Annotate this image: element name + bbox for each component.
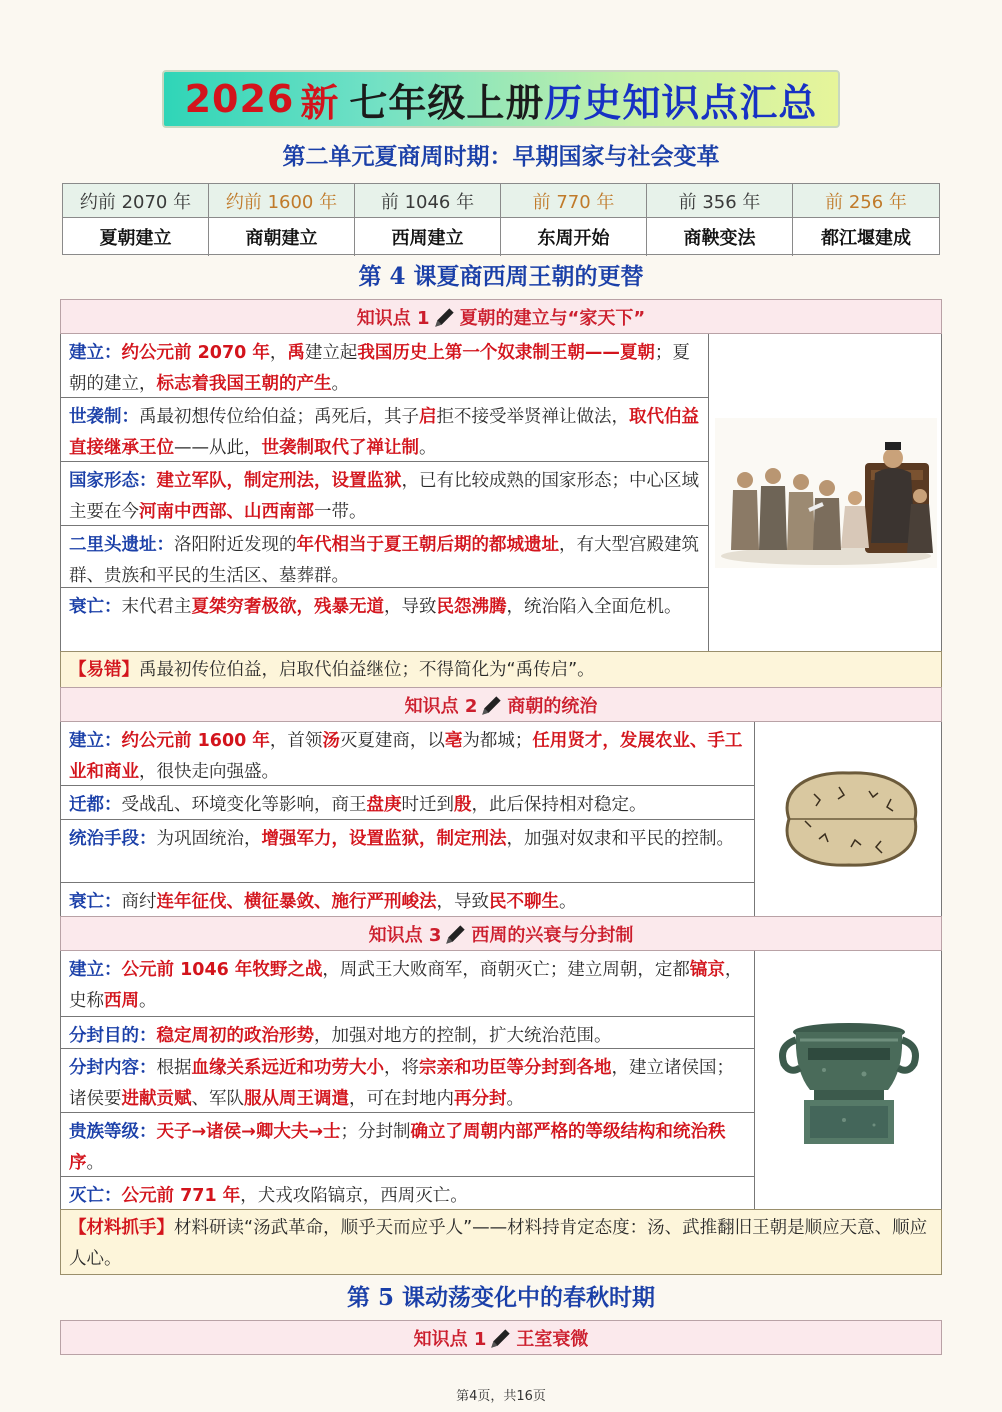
text: ；夏朝的建立， bbox=[69, 343, 690, 394]
text: 商纣 bbox=[121, 892, 157, 912]
pen-icon bbox=[432, 304, 458, 330]
timeline-event: 商朝建立 bbox=[209, 218, 355, 256]
highlight: 服从周王调遣 bbox=[244, 1089, 349, 1109]
text: 。 bbox=[559, 892, 577, 912]
highlight: 血缘关系远近和功劳大小 bbox=[191, 1058, 384, 1078]
highlight: 夏桀穷奢极欲，残暴无道 bbox=[191, 597, 384, 617]
text: 一带。 bbox=[314, 502, 367, 522]
kp3-material-note bbox=[60, 1209, 942, 1275]
title-grade: 七年级上册 bbox=[349, 80, 545, 125]
text: ，导致 bbox=[384, 597, 437, 617]
highlight: 亳 bbox=[444, 731, 463, 751]
text: 受战乱、环境变化等影响，商王 bbox=[121, 795, 367, 815]
text: ，已有比较成熟的国家形态；中心区域主要在今 bbox=[69, 471, 699, 522]
row-label: 建立 bbox=[69, 343, 104, 363]
highlight: 约公元前 1600 年 bbox=[121, 731, 270, 751]
text: 为巩固统治， bbox=[156, 829, 262, 849]
text: ，可在封地内 bbox=[349, 1089, 454, 1109]
text: 禹最初想传位给伯益；禹死后，其子 bbox=[139, 407, 419, 427]
lesson-4-title: 第 4 课夏商西周王朝的更替 bbox=[358, 263, 644, 290]
text: ， bbox=[269, 343, 288, 363]
highlight: 取代伯益直接继承王位 bbox=[69, 407, 699, 458]
kp3-row-hierarchy: 贵族等级：天子→诸侯→卿大夫→士；分封制确立了周朝内部严格的等级结构和统治秩序。 bbox=[61, 1113, 755, 1177]
highlight: 公元前 771 年 bbox=[121, 1186, 241, 1206]
highlight: 世袭制取代了禅让制 bbox=[261, 438, 419, 458]
timeline-year: 约前 1600 年 bbox=[209, 184, 355, 218]
text: 末代君主 bbox=[121, 597, 192, 617]
kp1-row-state: 国家形态：建立军队，制定刑法，设置监狱，已有比较成熟的国家形态；中心区域主要在今河南中西部、山西南部一带。 bbox=[61, 462, 709, 526]
text: ，导致 bbox=[436, 892, 489, 912]
title-banner bbox=[162, 70, 840, 128]
text: 时迁到 bbox=[401, 795, 454, 815]
timeline-year: 前 356 年 bbox=[647, 184, 793, 218]
highlight: 殷 bbox=[454, 795, 472, 815]
title-topic: 历史知识点汇总 bbox=[544, 80, 818, 125]
knowledge-point-1-header bbox=[60, 299, 942, 334]
kp3-table bbox=[60, 951, 942, 1209]
highlight: 我国历史上第一个奴隶制王朝——夏朝 bbox=[357, 343, 655, 363]
pen-icon bbox=[488, 1325, 514, 1351]
kp3-row-purpose: 分封目的：稳定周初的政治形势，加强对地方的控制，扩大统治范围。 bbox=[61, 1017, 755, 1049]
timeline-event: 东周开始 bbox=[501, 218, 647, 256]
highlight: 禹 bbox=[287, 343, 305, 363]
text: ；分封制 bbox=[340, 1122, 411, 1142]
unit-title: 第二单元夏商周时期：早期国家与社会变革 bbox=[282, 143, 720, 170]
text: ，此后保持相对稳定。 bbox=[471, 795, 647, 815]
lesson-5-title: 第 5 课动荡变化中的春秋时期 bbox=[346, 1284, 656, 1311]
kp-title: 西周的兴衰与分封制 bbox=[471, 924, 634, 946]
text: ，周武王大败商军，商朝灭亡；建立周朝，定都 bbox=[322, 960, 690, 980]
kp-title: 王室衰微 bbox=[516, 1328, 589, 1350]
kp3-row-founding: 建立：公元前 1046 年牧野之战，周武王大败商军，商朝灭亡；建立周朝，定都镐京，史称西周。 bbox=[61, 951, 755, 1017]
highlight: 确立了周朝内部严格的等级结构和统治秩序 bbox=[69, 1122, 726, 1173]
kp-prefix: 知识点 2 bbox=[404, 695, 478, 717]
text: 。 bbox=[419, 438, 437, 458]
timeline-year: 约前 2070 年 bbox=[63, 184, 209, 218]
kp-prefix: 知识点 3 bbox=[368, 924, 442, 946]
text: ，很快走向强盛。 bbox=[139, 762, 279, 782]
highlight: 再分封 bbox=[454, 1089, 507, 1109]
kp-title: 夏朝的建立与“家天下” bbox=[459, 307, 646, 329]
text: ，首领 bbox=[269, 731, 323, 751]
title-new: 新 bbox=[300, 80, 340, 125]
bronze-gui-vessel-image bbox=[756, 951, 941, 1209]
kp-prefix: 知识点 1 bbox=[356, 307, 430, 329]
note-text: 禹最初传位伯益，启取代伯益继位；不得简化为“禹传启”。 bbox=[139, 660, 595, 680]
row-label: 分封目的 bbox=[69, 1026, 139, 1046]
highlight: 稳定周初的政治形势 bbox=[156, 1026, 314, 1046]
timeline-event: 西周建立 bbox=[355, 218, 501, 256]
note-tag: 【材料抓手】 bbox=[69, 1218, 174, 1238]
text: ，建立诸侯国；诸侯要 bbox=[69, 1058, 734, 1109]
page-footer: 第4页，共16页 bbox=[456, 1389, 546, 1404]
highlight: 连年征伐、横征暴敛、施行严刑峻法 bbox=[156, 892, 437, 912]
text: 。 bbox=[506, 1089, 524, 1109]
row-label: 灭亡 bbox=[69, 1186, 104, 1206]
kp1-row-erlitou: 二里头遗址：洛阳附近发现的年代相当于夏王朝后期的都城遗址，有大型宫殿建筑群、贵族和平民的生活区、墓葬群。 bbox=[61, 526, 709, 588]
timeline-table bbox=[62, 183, 940, 255]
knowledge-point-2-header bbox=[60, 687, 942, 722]
text: ，史称 bbox=[69, 960, 743, 1011]
text: ——从此， bbox=[174, 438, 262, 458]
kp1-row-hereditary: 世袭制：禹最初想传位给伯益；禹死后，其子启拒不接受举贤禅让做法，取代伯益直接继承王位——从此，世袭制取代了禅让制。 bbox=[61, 398, 709, 462]
oracle-bone-image bbox=[756, 722, 941, 916]
highlight: 任用贤才，发展农业、手工业和商业 bbox=[69, 731, 743, 782]
highlight: 公元前 1046 年牧野之战 bbox=[121, 960, 323, 980]
text: 灭夏建商，以 bbox=[339, 731, 445, 751]
row-label: 统治手段 bbox=[69, 829, 139, 849]
highlight: 西周 bbox=[104, 991, 139, 1011]
pen-icon bbox=[443, 921, 469, 947]
kp2-row-capital: 迁都：受战乱、环境变化等影响，商王盘庚时迁到殷，此后保持相对稳定。 bbox=[61, 786, 755, 820]
highlight: 约公元前 2070 年 bbox=[121, 343, 270, 363]
highlight: 宗亲和功臣等分封到各地 bbox=[419, 1058, 612, 1078]
kp1-row-founding: 建立：约公元前 2070 年，禹建立起我国历史上第一个奴隶制王朝——夏朝；夏朝的建立，标志着我国王朝的产生。 bbox=[61, 334, 709, 398]
row-label: 建立 bbox=[69, 960, 104, 980]
row-label: 二里头遗址 bbox=[69, 535, 157, 555]
text: ，犬戎攻陷镐京，西周灭亡。 bbox=[240, 1186, 468, 1206]
kp1-table bbox=[60, 334, 942, 652]
row-label: 世袭制 bbox=[69, 407, 122, 427]
row-label: 分封内容 bbox=[69, 1058, 139, 1078]
kp2-table bbox=[60, 722, 942, 916]
highlight: 民怨沸腾 bbox=[436, 597, 507, 617]
text: 。 bbox=[331, 374, 349, 394]
kp1-error-note bbox=[60, 651, 942, 688]
timeline-year: 前 1046 年 bbox=[355, 184, 501, 218]
text: ，统治陷入全面危机。 bbox=[506, 597, 682, 617]
highlight: 天子→诸侯→卿大夫→士 bbox=[156, 1122, 341, 1142]
row-label: 国家形态 bbox=[69, 471, 139, 491]
row-label: 迁都 bbox=[69, 795, 104, 815]
text: ，加强对地方的控制，扩大统治范围。 bbox=[314, 1026, 612, 1046]
note-text: 材料研读“汤武革命，顺乎天而应乎人”——材料持肯定态度：汤、武推翻旧王朝是顺应天意、顺应人心。 bbox=[69, 1218, 928, 1269]
text: 为都城； bbox=[462, 731, 533, 751]
text: 根据 bbox=[156, 1058, 192, 1078]
note-tag: 【易错】 bbox=[69, 660, 139, 680]
kp3-row-fall: 灭亡：公元前 771 年，犬戎攻陷镐京，西周灭亡。 bbox=[61, 1177, 755, 1209]
highlight: 河南中西部、山西南部 bbox=[139, 502, 314, 522]
highlight: 盘庚 bbox=[366, 795, 402, 815]
kp1-row-decline: 衰亡：末代君主夏桀穷奢极欲，残暴无道，导致民怨沸腾，统治陷入全面危机。 bbox=[61, 588, 709, 652]
knowledge-point-3-header bbox=[60, 916, 942, 951]
xia-court-illustration bbox=[710, 334, 941, 652]
timeline-event: 商鞅变法 bbox=[647, 218, 793, 256]
text: 拒不接受举贤禅让做法， bbox=[436, 407, 629, 427]
row-label: 衰亡 bbox=[69, 597, 104, 617]
highlight: 启 bbox=[419, 407, 437, 427]
text: ，有大型宫殿建筑群、贵族和平民的生活区、墓葬群。 bbox=[69, 535, 699, 586]
kp-prefix: 知识点 1 bbox=[413, 1328, 487, 1350]
highlight: 汤 bbox=[322, 731, 340, 751]
row-label: 贵族等级 bbox=[69, 1122, 139, 1142]
timeline-year: 前 770 年 bbox=[501, 184, 647, 218]
highlight: 进献贡赋 bbox=[121, 1089, 192, 1109]
title-year: 2026 bbox=[184, 77, 295, 121]
kp2-row-founding: 建立：约公元前 1600 年，首领汤灭夏建商，以亳为都城；任用贤才，发展农业、手工业和商业，很快走向强盛。 bbox=[61, 722, 755, 786]
pen-icon bbox=[479, 692, 505, 718]
highlight: 建立军队，制定刑法，设置监狱 bbox=[156, 471, 402, 491]
text: 。 bbox=[139, 991, 157, 1011]
highlight: 标志着我国王朝的产生 bbox=[156, 374, 332, 394]
lesson5-knowledge-point-1-header bbox=[60, 1320, 942, 1355]
timeline-event: 夏朝建立 bbox=[63, 218, 209, 256]
kp3-row-content: 分封内容：根据血缘关系远近和功劳大小，将宗亲和功臣等分封到各地，建立诸侯国；诸侯要进献贡赋、军队服从周王调遣，可在封地内再分封。 bbox=[61, 1049, 755, 1113]
text: 洛阳附近发现的 bbox=[174, 535, 297, 555]
kp2-row-rule: 统治手段：为巩固统治，增强军力，设置监狱，制定刑法，加强对奴隶和平民的控制。 bbox=[61, 820, 755, 883]
row-label: 衰亡 bbox=[69, 892, 104, 912]
timeline-year: 前 256 年 bbox=[793, 184, 939, 218]
text: ，加强对奴隶和平民的控制。 bbox=[506, 829, 734, 849]
kp-title: 商朝的统治 bbox=[507, 695, 598, 717]
highlight: 民不聊生 bbox=[489, 892, 559, 912]
text: ，将 bbox=[384, 1058, 419, 1078]
highlight: 镐京 bbox=[689, 960, 725, 980]
text: 。 bbox=[86, 1153, 104, 1173]
kp2-row-decline: 衰亡：商纣连年征伐、横征暴敛、施行严刑峻法，导致民不聊生。 bbox=[61, 883, 755, 916]
highlight: 年代相当于夏王朝后期的都城遗址 bbox=[296, 535, 559, 555]
text: 建立起 bbox=[304, 343, 358, 363]
timeline-event: 都江堰建成 bbox=[821, 228, 911, 249]
row-label: 建立 bbox=[69, 731, 104, 751]
text: 、军队 bbox=[191, 1089, 244, 1109]
highlight: 增强军力，设置监狱，制定刑法 bbox=[261, 829, 507, 849]
